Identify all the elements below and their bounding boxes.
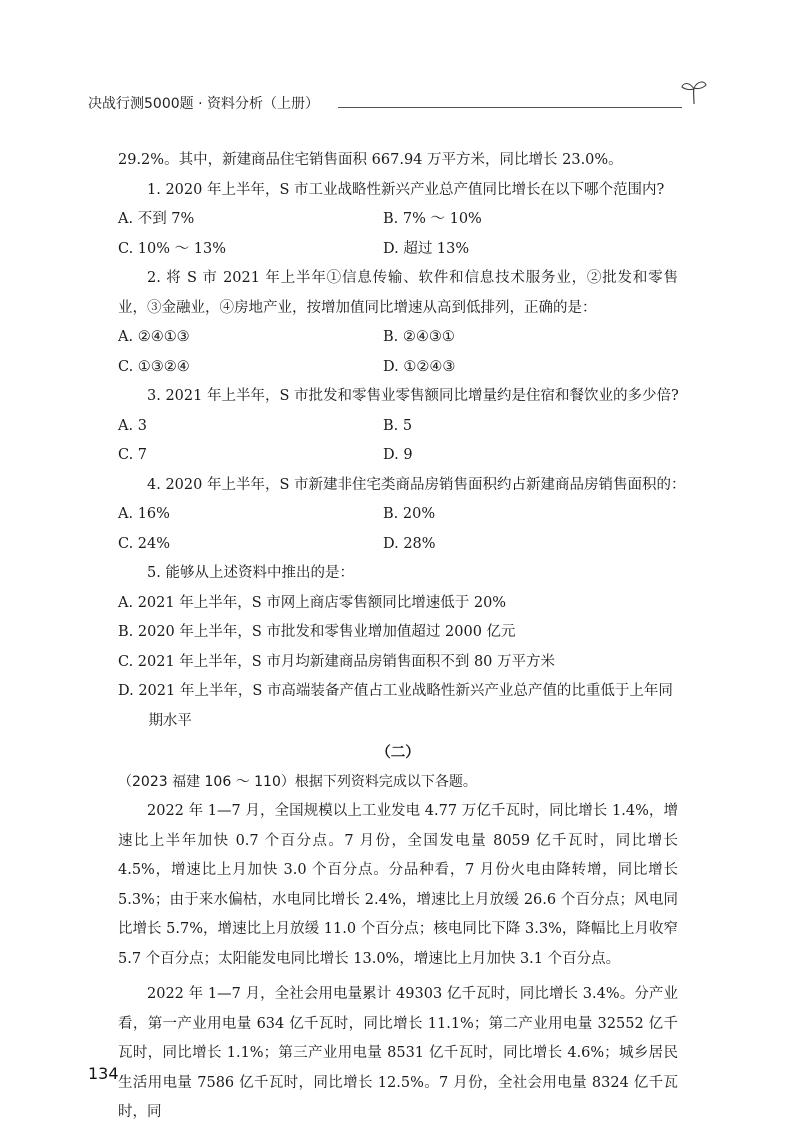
option-row [118, 530, 678, 560]
page-number: 134 [88, 1064, 119, 1083]
question-stem: 5. 能够从上述资料中推出的是： [147, 565, 354, 581]
option-d: D. ①②④③ [383, 358, 456, 375]
option-row [118, 353, 678, 383]
section-title: （二） [376, 744, 420, 761]
question-2 [118, 264, 678, 382]
page-header [88, 93, 712, 121]
option-row [118, 205, 678, 235]
question-4 [118, 471, 686, 560]
option-row [118, 323, 678, 353]
material-paragraph: 2022 年 1—7 月，全国规模以上工业发电 4.77 万亿千瓦时，同比增长 1.4%，增速比上半年加快 0.7 个百分点。7 月份，全国发电量 8059 亿千瓦时，同比增长 4.5%，增速比上月加快 3.0 个百分点。分品种看，7 月份火电由降转增，同比增长 5.3%；由于来水偏枯，水电同比增长 2.4%，增速比上月放缓 26.6 个百分点；风电同比增长 5.7%，增速比上月放缓 11.0 个百分点；核电同比下降 3.3%，降幅比上月收窄 5.7 个百分点；太阳能发电同比增长 13.0%，增速比上月加快 3.1 个百分点。 [118, 803, 678, 967]
option-a: A. 不到 7% [118, 211, 195, 227]
question-stem: 3. 2021 年上半年，S 市批发和零售业零售额同比增量约是住宿和餐饮业的多少倍? [147, 388, 679, 404]
option-b: B. 7% ～ 10% [383, 211, 482, 227]
option-b: B. 2020 年上半年，S 市批发和零售业增加值超过 2000 亿元 [118, 624, 516, 640]
option-d: D. 2021 年上半年，S 市高端装备产值占工业战略性新兴产业总产值的比重低于上年同期水平 [118, 683, 673, 729]
option-c: C. 24% [118, 535, 171, 552]
option-d: D. 9 [383, 447, 413, 463]
option-row [118, 235, 678, 265]
question-5 [118, 559, 678, 736]
question-stem: 1. 2020 年上半年，S 市工业战略性新兴产业总产值同比增长在以下哪个范围内? [147, 181, 665, 198]
option-c: C. 2021 年上半年，S 市月均新建商品房销售面积不到 80 万平方米 [118, 653, 556, 670]
option-b: B. ②④③① [383, 329, 455, 345]
option-d: D. 超过 13% [383, 240, 470, 257]
option-a: A. 2021 年上半年，S 市网上商店零售额同比增速低于 20% [118, 594, 507, 611]
question-3 [118, 382, 678, 471]
option-b: B. 5 [383, 417, 413, 434]
sprout-icon [680, 79, 708, 105]
option-b: B. 20% [383, 506, 436, 522]
option-d: D. 28% [383, 535, 436, 552]
lead-text: 29.2%。其中，新建商品住宅销售面积 667.94 万平方米，同比增长 23.0%。 [118, 152, 623, 168]
question-stem: 2. 将 S 市 2021 年上半年①信息传输、软件和信息技术服务业，②批发和零售业，③金融业，④房地产业，按增加值同比增速从高到低排列，正确的是： [118, 270, 678, 316]
page-content [118, 146, 686, 1128]
header-title: 决战行测5000题 · 资料分析（上册） [88, 96, 319, 112]
option-row [118, 412, 678, 442]
question-1 [118, 176, 678, 265]
option-row [118, 441, 678, 471]
material-paragraph: 2022 年 1—7 月，全社会用电量累计 49303 亿千瓦时，同比增长 3.4%。分产业看，第一产业用电量 634 亿千瓦时，同比增长 11.1%；第二产业用电量 32552 亿千瓦时，同比增长 1.1%；第三产业用电量 8531 亿千瓦时，同比增长 4.6%；城乡居民生活用电量 7586 亿千瓦时，同比增长 12.5%。7 月份，全社会用电量 8324 亿千瓦时，同 [118, 986, 678, 1120]
option-a: A. 3 [118, 417, 147, 434]
option-row [118, 500, 678, 530]
question-stem: 4. 2020 年上半年，S 市新建非住宅类商品房销售面积约占新建商品房销售面积的： [147, 476, 686, 493]
header-rule [338, 107, 682, 108]
option-c: C. 7 [118, 447, 148, 463]
option-c: C. ①③②④ [118, 358, 190, 375]
option-a: A. ②④①③ [118, 329, 190, 345]
section-intro: （2023 福建 106 ～ 110）根据下列资料完成以下各题。 [118, 773, 477, 790]
option-c: C. 10% ～ 13% [118, 240, 226, 257]
option-a: A. 16% [118, 506, 170, 522]
